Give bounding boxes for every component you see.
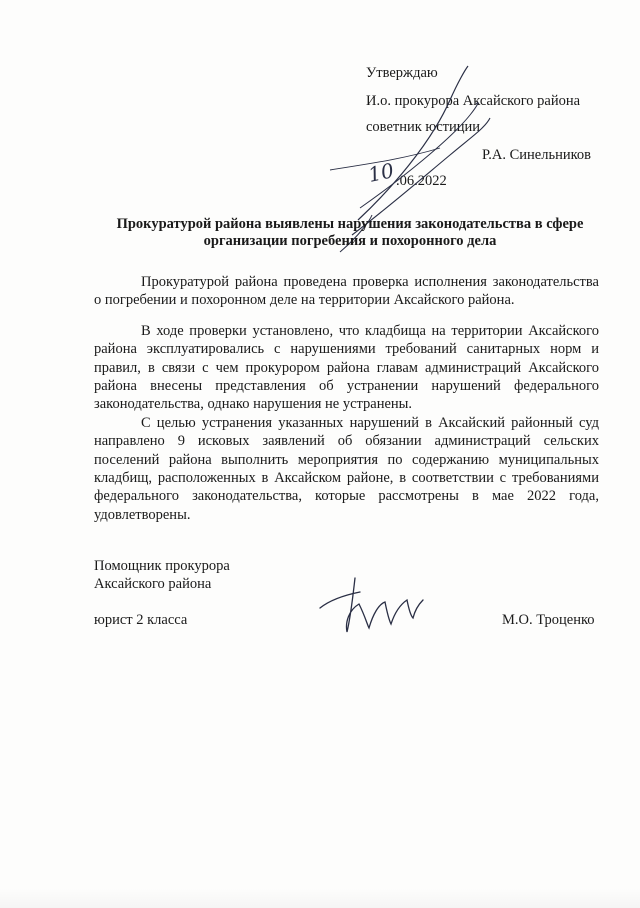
- approval-position: И.о. прокурора Аксайского района: [366, 93, 581, 109]
- paragraph-3: С целью устранения указанных нарушений в Аксайский районный суд направлено 9 исковых заявлений об обязании администраций сельских поселений района выполнить мероприятия по содержанию муниципальных кладбищ, расположенных в Аксайском районе, в соответствии с требованиями федерального законодательства, которые рассмотрены в мае 2022 года, удовлетворены.: [94, 414, 599, 523]
- signatory-district: Аксайского района: [94, 576, 212, 592]
- page-edge-shade: [0, 888, 640, 908]
- approval-date: .06.2022: [396, 173, 447, 189]
- body-text: [94, 273, 599, 524]
- signatory-name: М.О. Троценко: [502, 612, 595, 628]
- handwritten-date-day: 10: [366, 158, 396, 187]
- paragraph-1: Прокуратурой района проведена проверка исполнения законодательства о погребении и похоронном деле на территории Аксайского района.: [94, 274, 599, 309]
- signatory-class: юрист 2 класса: [94, 612, 188, 628]
- approval-rank: советник юстиции: [366, 119, 481, 135]
- document-title: Прокуратурой района выявлены нарушения законодательства в сфере организации погребения и похоронного дела: [116, 216, 584, 249]
- signatory-signature-scribble: [315, 570, 425, 640]
- paragraph-2: В ходе проверки установлено, что кладбища на территории Аксайского района эксплуатировались с нарушениями требований санитарных норм и правил, в связи с чем прокурором района главам администраций Аксайского района внесены представления об устранении нарушений федерального законодательства, однако нарушения не устранены.: [94, 322, 599, 413]
- approval-name: Р.А. Синельников: [482, 147, 591, 163]
- approval-heading: Утверждаю: [366, 65, 438, 81]
- signatory-position: Помощник прокурора: [94, 558, 230, 574]
